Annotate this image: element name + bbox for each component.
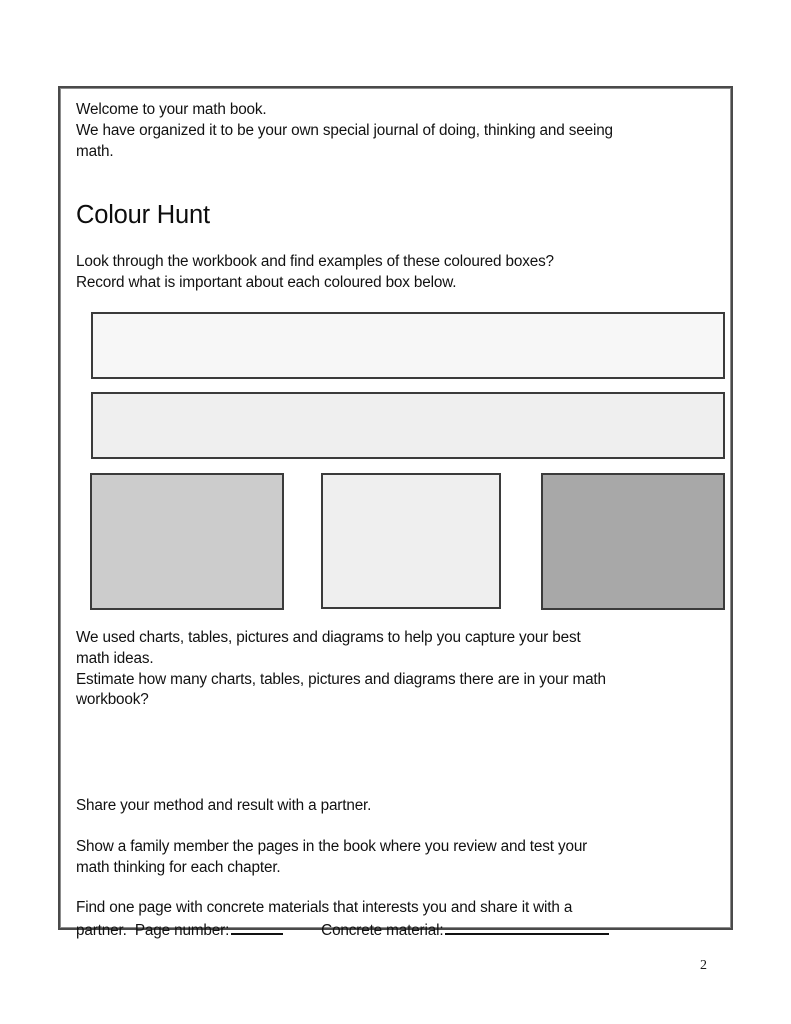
show-line-2: math thinking for each chapter. <box>76 858 281 876</box>
page-content <box>76 100 717 939</box>
show-paragraph <box>76 837 716 879</box>
concrete-material-label: Concrete material: <box>321 921 444 939</box>
intro-paragraph <box>76 100 728 162</box>
footer-page-number: 2 <box>700 958 707 973</box>
charts-paragraph <box>76 628 734 711</box>
worksheet-page <box>58 86 733 939</box>
share-paragraph <box>76 796 728 817</box>
page-title: Colour Hunt <box>76 201 210 229</box>
page-number-blank[interactable] <box>231 919 283 935</box>
colour-box-wide-2[interactable] <box>91 392 725 459</box>
find-paragraph <box>76 898 716 942</box>
charts-line-2: math ideas. <box>76 649 154 667</box>
colour-box-small-2[interactable] <box>321 473 501 609</box>
charts-line-3: Estimate how many charts, tables, pictures and diagrams there are in your math <box>76 670 606 688</box>
show-line-1: Show a family member the pages in the book where you review and test your <box>76 838 588 855</box>
concrete-material-blank[interactable] <box>445 919 609 935</box>
charts-line-1: We used charts, tables, pictures and diagrams to help you capture your best <box>76 629 581 646</box>
colour-box-small-3[interactable] <box>541 473 725 610</box>
instructions-line-1: Look through the workbook and find examples of these coloured boxes? <box>76 253 554 270</box>
instructions-paragraph <box>76 252 728 294</box>
colour-box-wide-1[interactable] <box>91 312 725 379</box>
find-line-2 <box>76 919 716 942</box>
intro-line-3: math. <box>76 142 114 160</box>
intro-line-1: Welcome to your math book. <box>76 101 267 118</box>
page-number-label: partner. Page number: <box>76 921 230 939</box>
share-line-1: Share your method and result with a partner. <box>76 797 372 814</box>
intro-line-2: We have organized it to be your own special journal of doing, thinking and seeing <box>76 121 613 139</box>
charts-line-4: workbook? <box>76 691 149 709</box>
find-line-1: Find one page with concrete materials that interests you and share it with a <box>76 899 573 916</box>
instructions-line-2: Record what is important about each coloured box below. <box>76 273 457 291</box>
colour-box-small-1[interactable] <box>90 473 284 610</box>
